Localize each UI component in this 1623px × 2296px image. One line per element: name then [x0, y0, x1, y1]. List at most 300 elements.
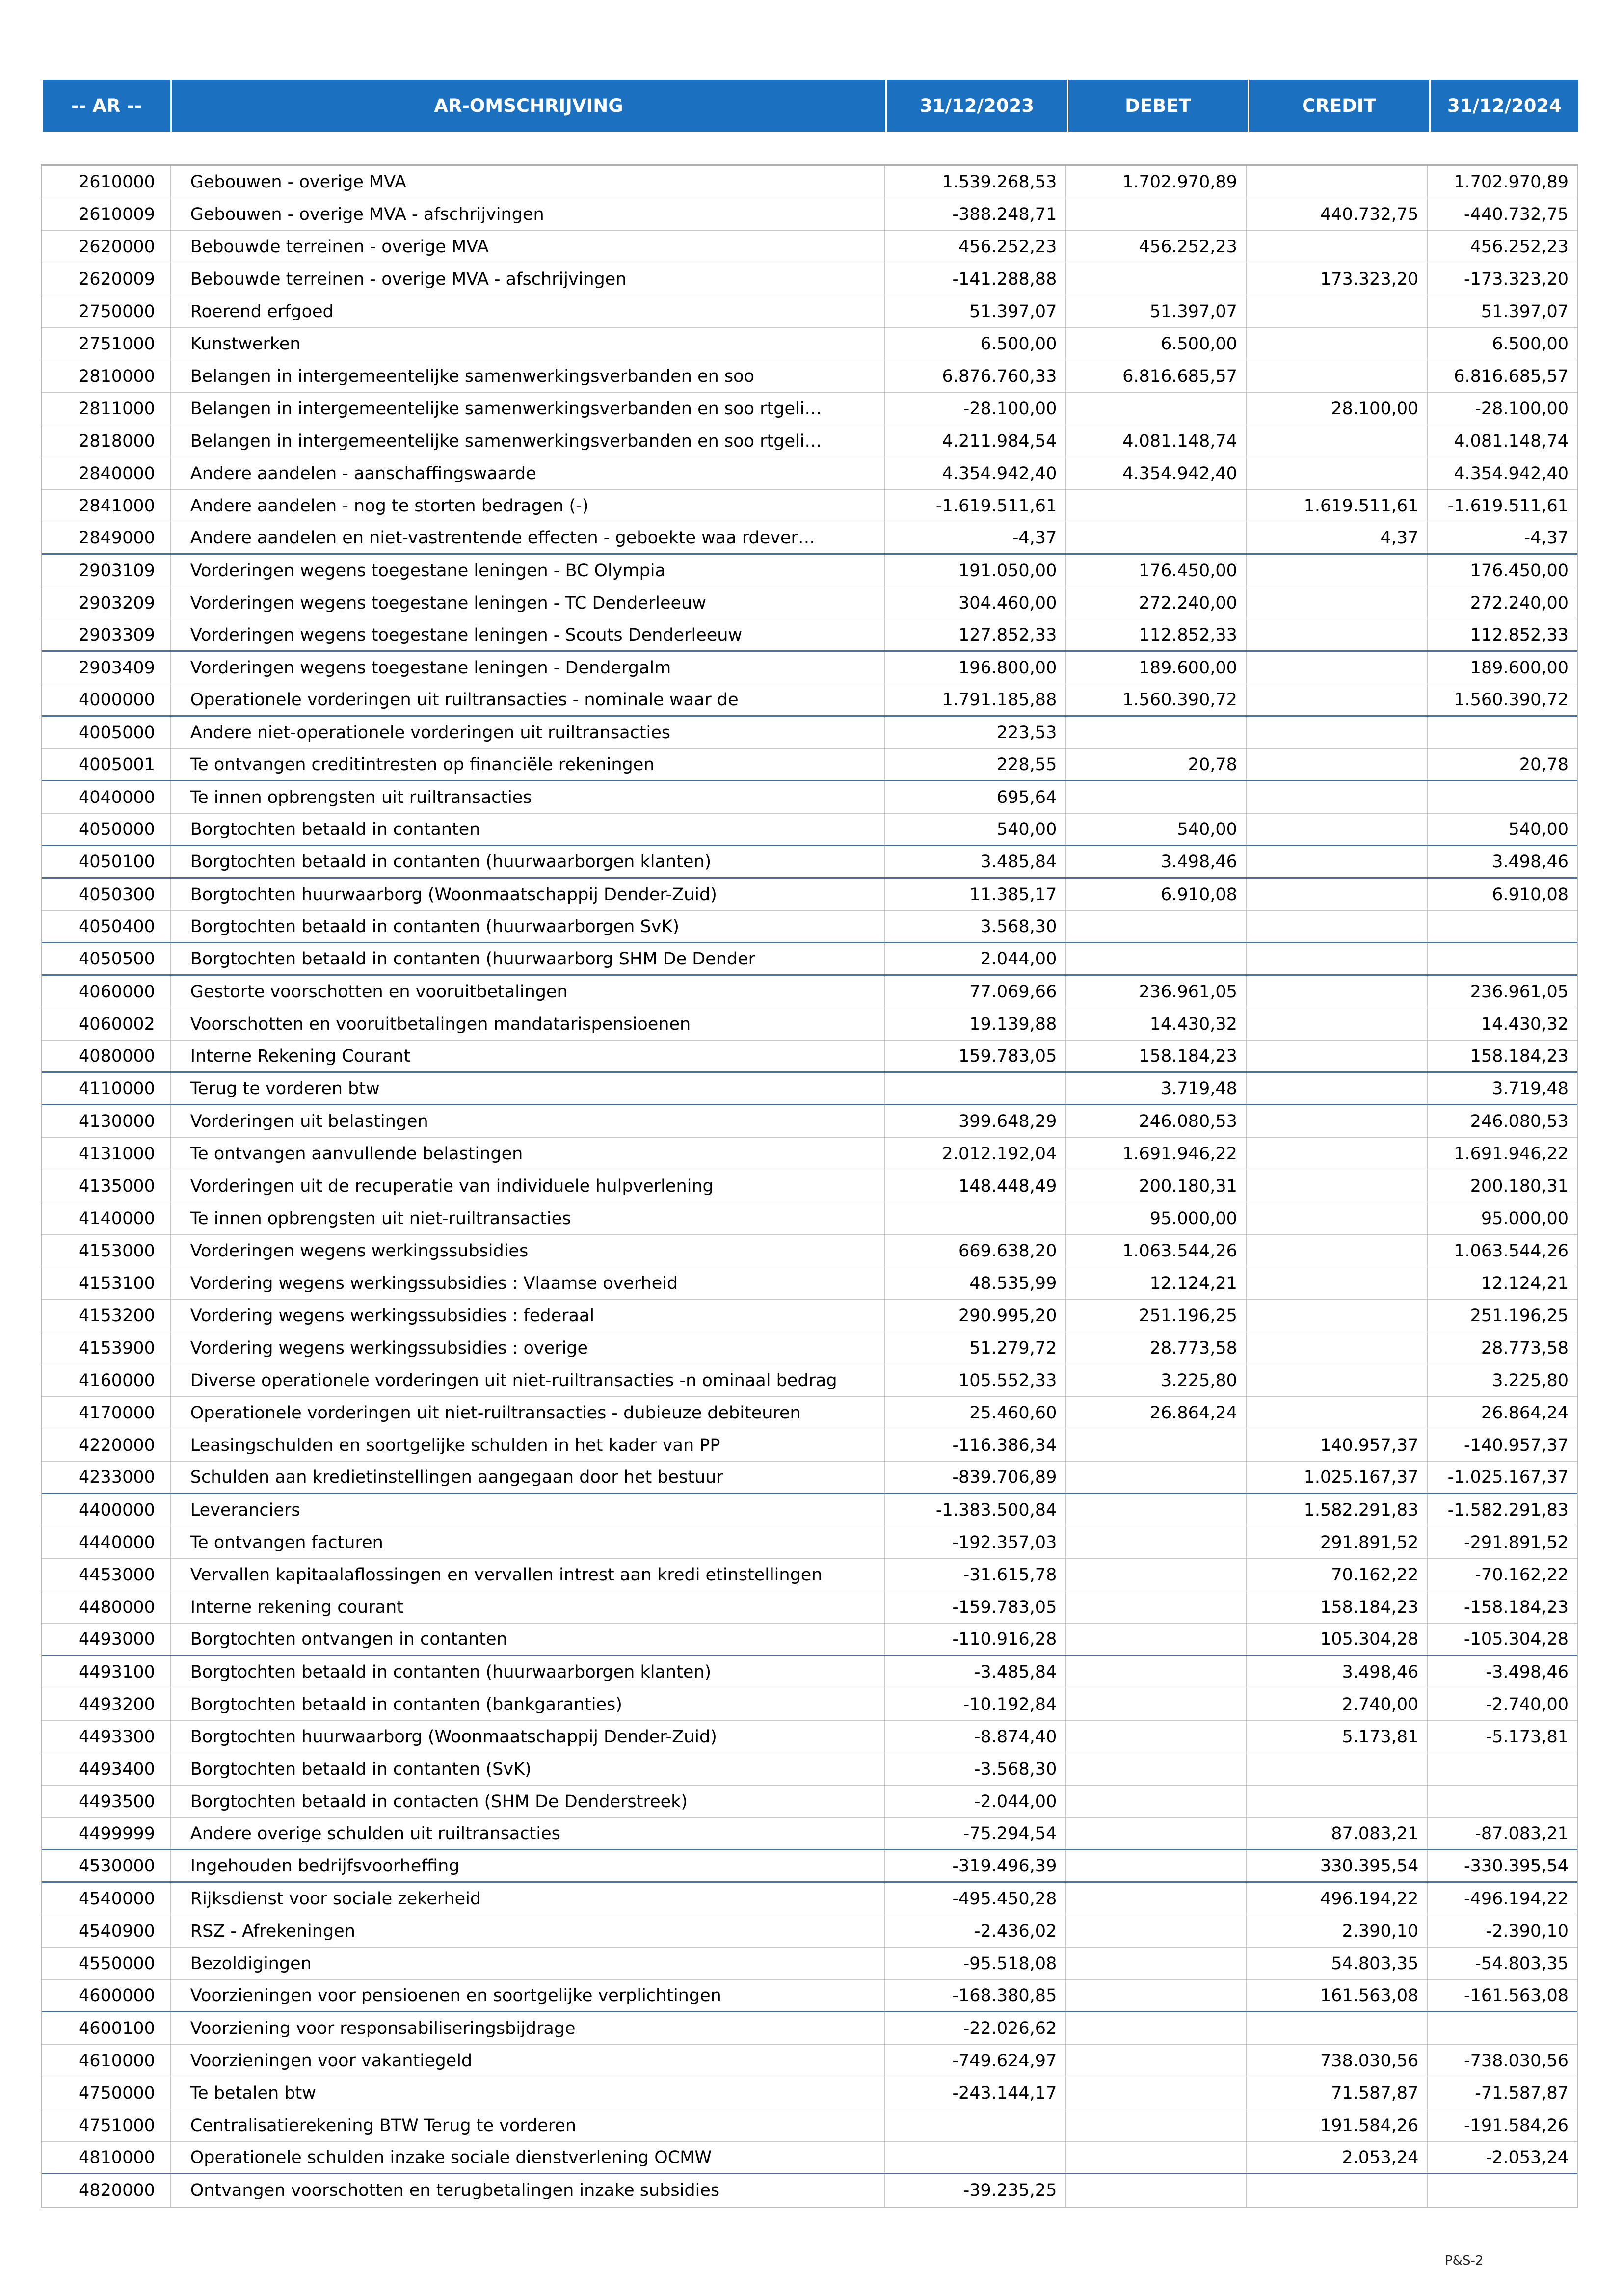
- balance-2023: 2.012.192,04: [885, 1138, 1066, 1170]
- account-code: 4153900: [42, 1332, 171, 1364]
- table-row: [42, 1105, 1577, 1138]
- page-footer: P&S-2: [1445, 2253, 1484, 2268]
- table-row: [42, 587, 1577, 619]
- balance-2023: 6.876.760,33: [885, 360, 1066, 392]
- table-row: [42, 1429, 1577, 1462]
- balance-2024: -173.323,20: [1463, 269, 1569, 289]
- balance-2024: [1428, 717, 1577, 748]
- account-description: Te ontvangen facturen: [171, 1526, 885, 1558]
- account-code: 2818000: [42, 425, 171, 457]
- table-row: [42, 295, 1577, 328]
- account-code: 2841000: [42, 490, 171, 522]
- debet-amount: 28.773,58: [1066, 1332, 1247, 1364]
- debet-amount: [1066, 1624, 1247, 1655]
- account-code: 4453000: [42, 1559, 171, 1591]
- debet-amount: 112.852,33: [1066, 619, 1247, 650]
- account-description: Interne rekening courant: [171, 1591, 885, 1623]
- credit-amount: [1247, 1073, 1428, 1104]
- credit-amount: 105.304,28: [1247, 1624, 1428, 1655]
- debet-amount: [1066, 1818, 1247, 1849]
- table-row: [42, 1138, 1577, 1170]
- header-date-end: 31/12/2024: [1447, 95, 1562, 116]
- account-description: Andere aandelen en niet-vastrentende effecten - geboekte waa rdever…: [171, 522, 885, 553]
- credit-amount: [1247, 587, 1428, 619]
- account-description: Vorderingen uit belastingen: [171, 1105, 885, 1137]
- credit-amount: 5.173,81: [1247, 1721, 1428, 1753]
- account-description: Belangen in intergemeentelijke samenwerkingsverbanden en soo rtgeli…: [171, 393, 885, 425]
- balance-2024: -161.563,08: [1463, 1985, 1569, 2005]
- account-code: 2840000: [42, 457, 171, 489]
- table-row: [42, 1786, 1577, 1818]
- account-description: Borgtochten betaald in contacten (SHM De Denderstreek): [171, 1786, 885, 1817]
- table-row: [42, 1073, 1577, 1105]
- balance-2023: 540,00: [885, 814, 1066, 845]
- account-description: Te betalen btw: [171, 2077, 885, 2109]
- account-description: Roerend erfgoed: [171, 295, 885, 327]
- credit-amount: [1247, 943, 1428, 974]
- debet-amount: 4.081.148,74: [1066, 425, 1247, 457]
- balance-2024: 14.430,32: [1481, 1014, 1569, 1034]
- account-code: 4040000: [42, 781, 171, 813]
- balance-2023: [885, 1202, 1066, 1234]
- credit-amount: 54.803,35: [1247, 1948, 1428, 1979]
- account-description: Ingehouden bedrijfsvoorheffing: [171, 1850, 885, 1881]
- debet-amount: [1066, 1721, 1247, 1753]
- balance-2024: -330.395,54: [1463, 1856, 1569, 1876]
- balance-2024: 540,00: [1508, 819, 1569, 839]
- balance-2024: [1428, 781, 1577, 813]
- account-code: 4440000: [42, 1526, 171, 1558]
- debet-amount: [1066, 490, 1247, 522]
- account-description: Vordering wegens werkingssubsidies : overige: [171, 1332, 885, 1364]
- balance-2023: 11.385,17: [885, 879, 1066, 910]
- balance-2024: 200.180,31: [1470, 1176, 1569, 1196]
- account-code: 4540000: [42, 1883, 171, 1915]
- table-row: [42, 166, 1577, 198]
- balance-2024: -70.162,22: [1475, 1565, 1569, 1585]
- credit-amount: [1247, 652, 1428, 684]
- header-credit: CREDIT: [1249, 80, 1431, 132]
- credit-amount: [1247, 1267, 1428, 1299]
- balance-2023: 3.485,84: [885, 846, 1066, 877]
- account-description: Vorderingen wegens toegestane leningen - Scouts Denderleeuw: [171, 619, 885, 650]
- account-code: 4400000: [42, 1494, 171, 1526]
- table-row: [42, 619, 1577, 652]
- table-row: [42, 1656, 1577, 1688]
- credit-amount: [1247, 166, 1428, 198]
- accounts-table: [41, 164, 1578, 2208]
- debet-amount: 251.196,25: [1066, 1300, 1247, 1332]
- account-description: Borgtochten betaald in contanten (huurwaarborgen klanten): [171, 1656, 885, 1688]
- table-row: [42, 457, 1577, 490]
- table-row: [42, 1559, 1577, 1591]
- account-code: 4540900: [42, 1915, 171, 1947]
- account-code: 4050000: [42, 814, 171, 845]
- account-description: Kunstwerken: [171, 328, 885, 360]
- balance-2024: 12.124,21: [1481, 1273, 1569, 1293]
- debet-amount: [1066, 1883, 1247, 1915]
- debet-amount: [1066, 781, 1247, 813]
- balance-2024: 158.184,23: [1470, 1046, 1569, 1066]
- account-description: Borgtochten betaald in contanten (SvK): [171, 1753, 885, 1785]
- account-code: 2810000: [42, 360, 171, 392]
- account-code: 2620000: [42, 231, 171, 263]
- account-description: Voorschotten en vooruitbetalingen mandatarispensioenen: [171, 1008, 885, 1040]
- balance-2024: -71.587,87: [1475, 2083, 1569, 2103]
- account-code: 4050100: [42, 846, 171, 877]
- balance-2023: -141.288,88: [885, 263, 1066, 295]
- account-code: 4153000: [42, 1235, 171, 1267]
- account-description: RSZ - Afrekeningen: [171, 1915, 885, 1947]
- balance-2023: -1.383.500,84: [885, 1494, 1066, 1526]
- balance-2024: -440.732,75: [1463, 204, 1569, 224]
- table-row: [42, 1235, 1577, 1267]
- account-code: 4130000: [42, 1105, 171, 1137]
- account-description: Borgtochten betaald in contanten (huurwaarborgen SvK): [171, 911, 885, 942]
- debet-amount: [1066, 1429, 1247, 1461]
- credit-amount: 1.025.167,37: [1247, 1462, 1428, 1493]
- balance-2024: [1428, 911, 1577, 942]
- balance-2024: 112.852,33: [1470, 625, 1569, 645]
- balance-2024: [1428, 2174, 1577, 2207]
- balance-2023: -116.386,34: [885, 1429, 1066, 1461]
- balance-2024: 176.450,00: [1470, 561, 1569, 581]
- account-description: Gebouwen - overige MVA - afschrijvingen: [171, 198, 885, 230]
- credit-amount: 140.957,37: [1247, 1429, 1428, 1461]
- account-code: 4131000: [42, 1138, 171, 1170]
- balance-2024: 246.080,53: [1470, 1111, 1569, 1131]
- balance-2023: 105.552,33: [885, 1364, 1066, 1396]
- credit-amount: [1247, 846, 1428, 877]
- balance-2024: -28.100,00: [1475, 399, 1569, 419]
- table-row: [42, 1753, 1577, 1786]
- balance-2024: 1.063.544,26: [1454, 1241, 1569, 1261]
- balance-2023: [885, 2142, 1066, 2173]
- table-row: [42, 231, 1577, 263]
- table-header: [43, 80, 1578, 132]
- table-row: [42, 1624, 1577, 1656]
- account-description: Vorderingen uit de recuperatie van individuele hulpverlening: [171, 1170, 885, 1202]
- balance-2023: 399.648,29: [885, 1105, 1066, 1137]
- account-description: Operationele vorderingen uit ruiltransacties - nominale waar de: [171, 684, 885, 715]
- credit-amount: [1247, 1332, 1428, 1364]
- table-row: [42, 1170, 1577, 1202]
- balance-2023: 1.791.185,88: [885, 684, 1066, 715]
- balance-2024: -738.030,56: [1463, 2051, 1569, 2071]
- balance-2023: 196.800,00: [885, 652, 1066, 684]
- debet-amount: 246.080,53: [1066, 1105, 1247, 1137]
- account-code: 2751000: [42, 328, 171, 360]
- account-code: 2849000: [42, 522, 171, 553]
- table-row: [42, 1526, 1577, 1559]
- balance-2024: 28.773,58: [1481, 1338, 1569, 1358]
- credit-amount: [1247, 1105, 1428, 1137]
- credit-amount: 496.194,22: [1247, 1883, 1428, 1915]
- account-code: 4050500: [42, 943, 171, 974]
- balance-2024: 236.961,05: [1470, 982, 1569, 1002]
- balance-2023: 148.448,49: [885, 1170, 1066, 1202]
- account-code: 2903209: [42, 587, 171, 619]
- account-code: 4060002: [42, 1008, 171, 1040]
- balance-2024: 189.600,00: [1470, 658, 1569, 678]
- account-code: 4000000: [42, 684, 171, 715]
- debet-amount: [1066, 1850, 1247, 1881]
- balance-2023: -168.380,85: [885, 1980, 1066, 2011]
- account-code: 4493200: [42, 1688, 171, 1720]
- balance-2023: -22.026,62: [885, 2012, 1066, 2044]
- table-row: [42, 2142, 1577, 2174]
- balance-2024: 3.225,80: [1492, 1370, 1569, 1390]
- balance-2023: -159.783,05: [885, 1591, 1066, 1623]
- credit-amount: 2.390,10: [1247, 1915, 1428, 1947]
- balance-2024: -1.025.167,37: [1447, 1467, 1569, 1487]
- table-row: [42, 1300, 1577, 1332]
- balance-2023: 695,64: [885, 781, 1066, 813]
- balance-2023: -95.518,08: [885, 1948, 1066, 1979]
- account-description: Vorderingen wegens werkingssubsidies: [171, 1235, 885, 1267]
- debet-amount: [1066, 1753, 1247, 1785]
- credit-amount: [1247, 1138, 1428, 1170]
- account-description: Vordering wegens werkingssubsidies : Vlaamse overheid: [171, 1267, 885, 1299]
- account-description: Voorzieningen voor pensioenen en soortgelijke verplichtingen: [171, 1980, 885, 2011]
- credit-amount: [1247, 295, 1428, 327]
- balance-2024: [1428, 1753, 1577, 1785]
- table-row: [42, 1462, 1577, 1494]
- table-row: [42, 1688, 1577, 1721]
- account-description: Borgtochten ontvangen in contanten: [171, 1624, 885, 1655]
- credit-amount: [1247, 781, 1428, 813]
- account-code: 4233000: [42, 1462, 171, 1493]
- account-description: Voorzieningen voor vakantiegeld: [171, 2045, 885, 2077]
- debet-amount: 26.864,24: [1066, 1397, 1247, 1429]
- balance-2024: -105.304,28: [1463, 1629, 1569, 1649]
- debet-amount: 158.184,23: [1066, 1041, 1247, 1071]
- account-description: Bebouwde terreinen - overige MVA - afschrijvingen: [171, 263, 885, 295]
- account-code: 4110000: [42, 1073, 171, 1104]
- debet-amount: [1066, 393, 1247, 425]
- table-row: [42, 1915, 1577, 1948]
- account-description: Vorderingen wegens toegestane leningen - TC Denderleeuw: [171, 587, 885, 619]
- table-row: [42, 652, 1577, 684]
- account-code: 4751000: [42, 2109, 171, 2141]
- debet-amount: [1066, 2077, 1247, 2109]
- credit-amount: [1247, 976, 1428, 1008]
- balance-2024: -496.194,22: [1463, 1889, 1569, 1909]
- debet-amount: [1066, 2142, 1247, 2173]
- debet-amount: [1066, 2045, 1247, 2077]
- account-description: Rijksdienst voor sociale zekerheid: [171, 1883, 885, 1915]
- account-description: Schulden aan kredietinstellingen aangegaan door het bestuur: [171, 1462, 885, 1493]
- account-description: Operationele schulden inzake sociale dienstverlening OCMW: [171, 2142, 885, 2173]
- account-description: Borgtochten huurwaarborg (Woonmaatschappij Dender-Zuid): [171, 1721, 885, 1753]
- balance-2024: 3.719,48: [1492, 1078, 1569, 1098]
- balance-2023: 1.539.268,53: [885, 166, 1066, 198]
- credit-amount: [1247, 457, 1428, 489]
- account-code: 4493100: [42, 1656, 171, 1688]
- balance-2023: 19.139,88: [885, 1008, 1066, 1040]
- table-row: [42, 198, 1577, 231]
- balance-2023: -388.248,71: [885, 198, 1066, 230]
- balance-2024: 1.560.390,72: [1454, 690, 1569, 710]
- account-description: Te ontvangen aanvullende belastingen: [171, 1138, 885, 1170]
- balance-2023: -192.357,03: [885, 1526, 1066, 1558]
- balance-2023: 127.852,33: [885, 619, 1066, 650]
- account-code: 2811000: [42, 393, 171, 425]
- debet-amount: 6.910,08: [1066, 879, 1247, 910]
- credit-amount: 161.563,08: [1247, 1980, 1428, 2011]
- balance-2024: -54.803,35: [1475, 1953, 1569, 1974]
- balance-2024: 6.500,00: [1492, 334, 1569, 354]
- debet-amount: 200.180,31: [1066, 1170, 1247, 1202]
- debet-amount: [1066, 263, 1247, 295]
- table-row: [42, 976, 1577, 1008]
- balance-2024: -87.083,21: [1475, 1823, 1569, 1843]
- debet-amount: 6.500,00: [1066, 328, 1247, 360]
- debet-amount: 176.450,00: [1066, 555, 1247, 587]
- balance-2024: -1.582.291,83: [1447, 1500, 1569, 1520]
- credit-amount: [1247, 879, 1428, 910]
- credit-amount: 87.083,21: [1247, 1818, 1428, 1849]
- account-description: Andere aandelen - nog te storten bedragen (-): [171, 490, 885, 522]
- credit-amount: 28.100,00: [1247, 393, 1428, 425]
- account-code: 4810000: [42, 2142, 171, 2173]
- balance-2023: -75.294,54: [885, 1818, 1066, 1849]
- account-description: Gestorte voorschotten en vooruitbetalingen: [171, 976, 885, 1008]
- account-description: Diverse operationele vorderingen uit niet-ruiltransacties -n ominaal bedrag: [171, 1364, 885, 1396]
- balance-2023: -31.615,78: [885, 1559, 1066, 1591]
- balance-2023: 228,55: [885, 749, 1066, 780]
- debet-amount: 1.691.946,22: [1066, 1138, 1247, 1170]
- account-description: Bezoldigingen: [171, 1948, 885, 1979]
- balance-2023: 25.460,60: [885, 1397, 1066, 1429]
- balance-2023: -319.496,39: [885, 1850, 1066, 1881]
- debet-amount: [1066, 1656, 1247, 1688]
- table-row: [42, 781, 1577, 814]
- credit-amount: [1247, 360, 1428, 392]
- account-description: Borgtochten huurwaarborg (Woonmaatschappij Dender-Zuid): [171, 879, 885, 910]
- account-code: 2903109: [42, 555, 171, 587]
- credit-amount: [1247, 1300, 1428, 1332]
- credit-amount: [1247, 2012, 1428, 2044]
- account-description: Borgtochten betaald in contanten (huurwaarborg SHM De Dender: [171, 943, 885, 974]
- header-date-start: 31/12/2023: [887, 80, 1068, 132]
- balance-2023: -28.100,00: [885, 393, 1066, 425]
- account-code: 2610000: [42, 166, 171, 198]
- account-description: Ontvangen voorschotten en terugbetalingen inzake subsidies: [171, 2174, 885, 2207]
- debet-amount: [1066, 2109, 1247, 2141]
- account-code: 4480000: [42, 1591, 171, 1623]
- balance-2023: 223,53: [885, 717, 1066, 748]
- account-description: Andere aandelen - aanschaffingswaarde: [171, 457, 885, 489]
- debet-amount: [1066, 717, 1247, 748]
- table-row: [42, 1591, 1577, 1624]
- account-code: 2620009: [42, 263, 171, 295]
- table-row: [42, 684, 1577, 717]
- table-row: [42, 360, 1577, 393]
- table-row: [42, 2012, 1577, 2045]
- account-description: Leasingschulden en soortgelijke schulden in het kader van PP: [171, 1429, 885, 1461]
- table-row: [42, 879, 1577, 911]
- balance-2024: -1.619.511,61: [1447, 496, 1569, 516]
- account-description: Te innen opbrengsten uit ruiltransacties: [171, 781, 885, 813]
- account-code: 2903409: [42, 652, 171, 684]
- debet-amount: 1.063.544,26: [1066, 1235, 1247, 1267]
- balance-2023: 2.044,00: [885, 943, 1066, 974]
- balance-2023: -39.235,25: [885, 2174, 1066, 2207]
- credit-amount: 3.498,46: [1247, 1656, 1428, 1688]
- debet-amount: 540,00: [1066, 814, 1247, 845]
- credit-amount: [1247, 425, 1428, 457]
- balance-2023: -3.485,84: [885, 1656, 1066, 1688]
- table-row: [42, 1332, 1577, 1364]
- balance-2024: -2.053,24: [1486, 2147, 1569, 2167]
- credit-amount: [1247, 1008, 1428, 1040]
- debet-amount: 189.600,00: [1066, 652, 1247, 684]
- balance-2023: -243.144,17: [885, 2077, 1066, 2109]
- debet-amount: [1066, 1915, 1247, 1947]
- balance-2023: -3.568,30: [885, 1753, 1066, 1785]
- balance-2023: 6.500,00: [885, 328, 1066, 360]
- credit-amount: [1247, 555, 1428, 587]
- account-description: Terug te vorderen btw: [171, 1073, 885, 1104]
- debet-amount: 20,78: [1066, 749, 1247, 780]
- account-code: 4530000: [42, 1850, 171, 1881]
- debet-amount: 1.702.970,89: [1066, 166, 1247, 198]
- account-description: Te ontvangen creditintresten op financiële rekeningen: [171, 749, 885, 780]
- table-row: [42, 1041, 1577, 1073]
- account-code: 4493300: [42, 1721, 171, 1753]
- balance-2023: -2.044,00: [885, 1786, 1066, 1817]
- balance-2024: -5.173,81: [1486, 1727, 1569, 1747]
- balance-2024: 4.354.942,40: [1454, 463, 1569, 483]
- table-row: [42, 2077, 1577, 2109]
- credit-amount: [1247, 231, 1428, 263]
- credit-amount: 71.587,87: [1247, 2077, 1428, 2109]
- credit-amount: [1247, 619, 1428, 650]
- table-row: [42, 1721, 1577, 1753]
- account-code: 4610000: [42, 2045, 171, 2077]
- table-row: [42, 1948, 1577, 1980]
- table-row: [42, 1397, 1577, 1429]
- debet-amount: [1066, 1980, 1247, 2011]
- balance-2024: 51.397,07: [1481, 301, 1569, 321]
- account-code: 4493400: [42, 1753, 171, 1785]
- balance-2023: -495.450,28: [885, 1883, 1066, 1915]
- account-code: 4750000: [42, 2077, 171, 2109]
- credit-amount: 330.395,54: [1247, 1850, 1428, 1881]
- account-code: 4005001: [42, 749, 171, 780]
- account-description: Borgtochten betaald in contanten (bankgaranties): [171, 1688, 885, 1720]
- credit-amount: 1.619.511,61: [1247, 490, 1428, 522]
- debet-amount: 3.719,48: [1066, 1073, 1247, 1104]
- account-code: 4550000: [42, 1948, 171, 1979]
- balance-2024: -291.891,52: [1463, 1532, 1569, 1552]
- balance-2023: 191.050,00: [885, 555, 1066, 587]
- balance-2024: -3.498,46: [1486, 1662, 1569, 1682]
- debet-amount: [1066, 1494, 1247, 1526]
- table-row: [42, 1008, 1577, 1041]
- table-row: [42, 2174, 1577, 2207]
- account-code: 4153200: [42, 1300, 171, 1332]
- debet-amount: 12.124,21: [1066, 1267, 1247, 1299]
- account-code: 4050300: [42, 879, 171, 910]
- account-description: Leveranciers: [171, 1494, 885, 1526]
- account-code: 4499999: [42, 1818, 171, 1849]
- balance-2024: 1.691.946,22: [1454, 1144, 1569, 1164]
- credit-amount: [1247, 1170, 1428, 1202]
- debet-amount: [1066, 1559, 1247, 1591]
- credit-amount: [1247, 814, 1428, 845]
